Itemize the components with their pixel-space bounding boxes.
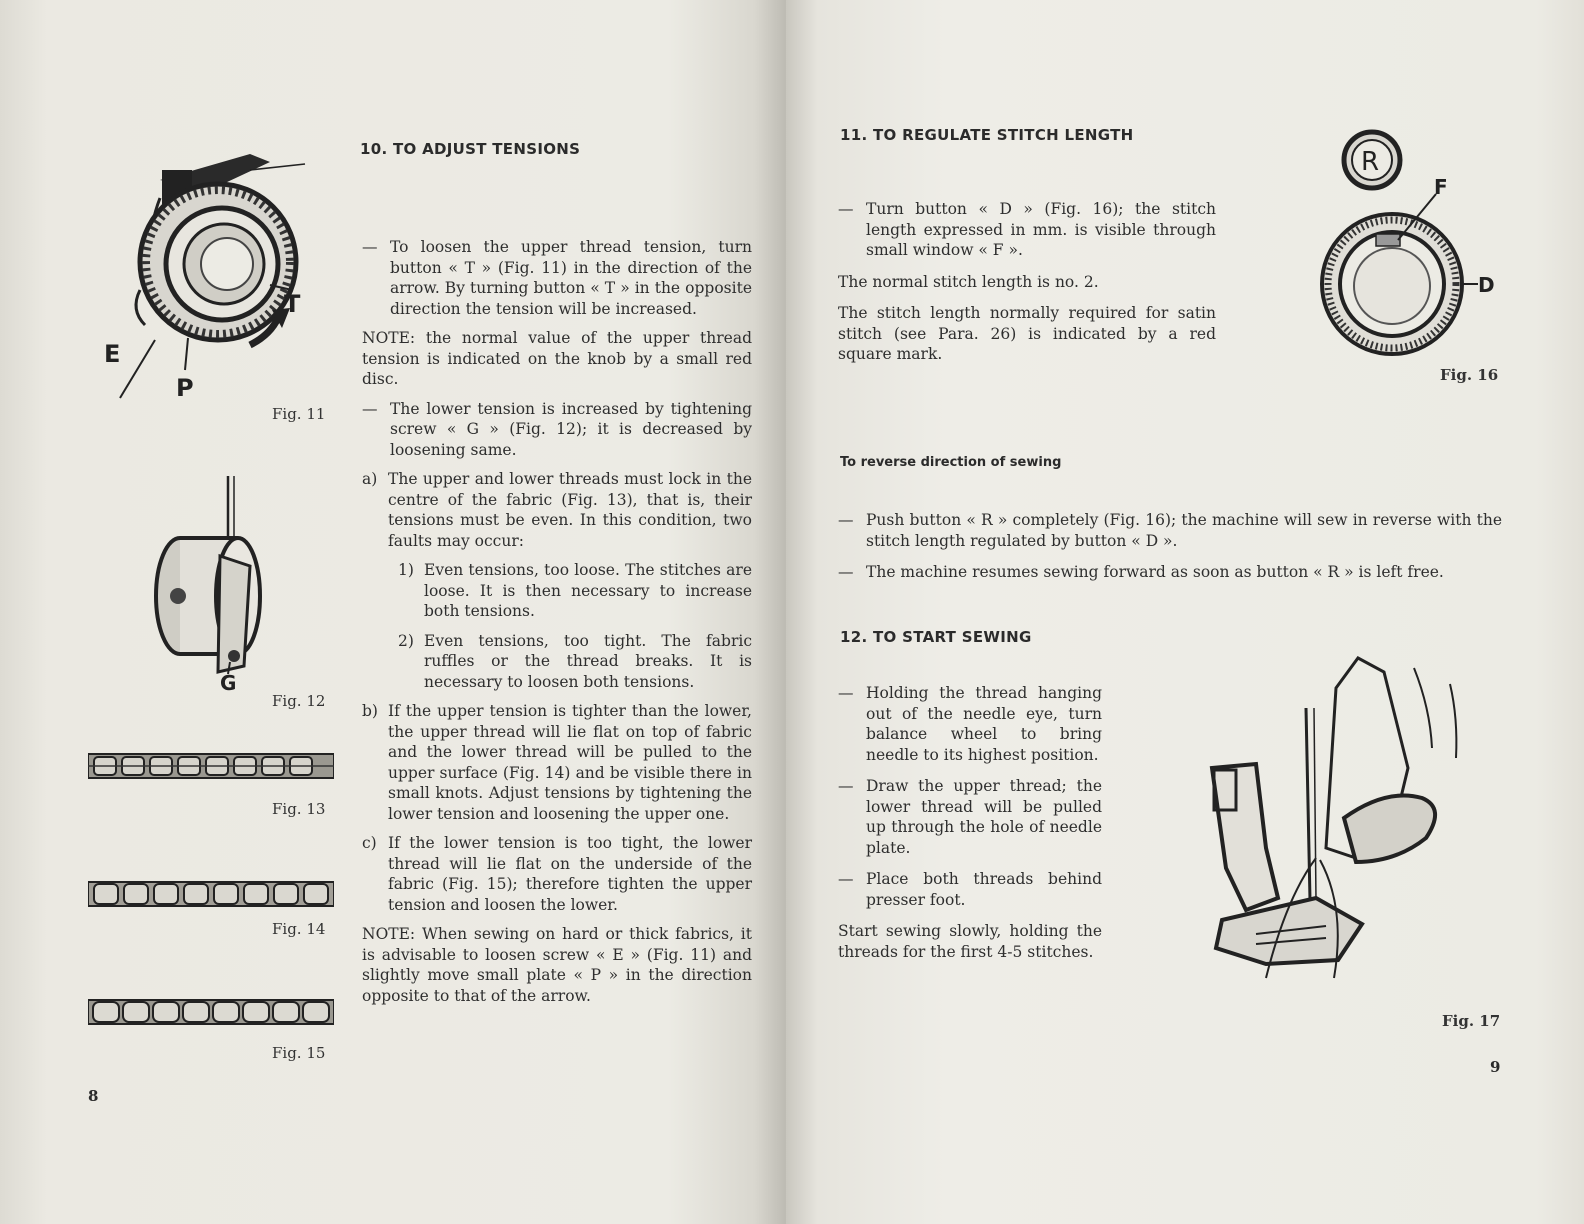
section10-body [362, 237, 752, 1006]
start-sewing-paragraph-2: — Draw the upper thread; the lower thread will be pulled up through the hole of needle plate. [838, 776, 1102, 858]
start-sewing-paragraph-3: — Place both threads behind presser foot. [838, 869, 1102, 910]
section11-body [838, 199, 1216, 365]
fig15-caption: Fig. 15 [272, 1044, 326, 1062]
reverse-subheading: To reverse direction of sewing [840, 455, 1062, 470]
right-page-number: 9 [1490, 1058, 1501, 1076]
section12-heading: 12. TO START SEWING [840, 628, 1032, 646]
fig11-label-p: P [176, 374, 194, 402]
fig16-label-f: F [1434, 175, 1448, 199]
fig16-stitch-dial-illustration [1318, 124, 1498, 364]
right-page [786, 0, 1584, 1224]
tension-sub-items [362, 560, 752, 692]
section12-body [838, 683, 1102, 962]
fig16-label-d: D [1478, 273, 1495, 297]
tension-note-end: NOTE: When sewing on hard or thick fabrics, it is advisable to loosen screw « E » (Fig. 11) and slightly move small plate « P » in the direction opposite to that of the arrow. [362, 925, 752, 1005]
fig12-caption: Fig. 12 [272, 692, 326, 710]
fig11-tension-knob-illustration [100, 140, 330, 410]
tension-sub-item-1: 1) Even tensions, too loose. The stitches are loose. It is then necessary to increase both tensions. [398, 561, 752, 620]
fig13-caption: Fig. 13 [272, 800, 326, 818]
section10-heading: 10. TO ADJUST TENSIONS [360, 140, 581, 158]
reverse-body [838, 510, 1502, 583]
fig12-label-g: G [220, 671, 237, 692]
fig17-presser-foot-illustration [1186, 648, 1526, 998]
stitch-length-paragraph-2: The normal stitch length is no. 2. [838, 272, 1099, 291]
fig16-label-r: R [1361, 147, 1380, 177]
tension-paragraph-1: — To loosen the upper thread tension, turn button « T » (Fig. 11) in the direction of the arrow. By turning button « T » in the opposite direction the tension will be increased. [362, 237, 752, 319]
fig11-caption: Fig. 11 [272, 405, 326, 423]
fig17-caption: Fig. 17 [1442, 1012, 1501, 1030]
section11-heading: 11. TO REGULATE STITCH LENGTH [840, 126, 1134, 144]
fig11-label-e: E [104, 340, 121, 368]
tension-item-a: a) The upper and lower threads must lock in the centre of the fabric (Fig. 13), that is, their tensions must be even. In this condition, two faults may occur: [362, 470, 752, 550]
tension-sub-item-2: 2) Even tensions, too tight. The fabric ruffles or the thread breaks. It is necessary to loosen both tensions. [398, 631, 752, 691]
stitch-length-paragraph-3: The stitch length normally required for satin stitch (see Para. 26) is indicated by a red square mark. [838, 304, 1216, 363]
left-page [0, 0, 786, 1224]
tension-item-b: b) If the upper tension is tighter than the lower, the upper thread will lie flat on top of fabric and the lower thread will be pulled to the upper surface (Fig. 14) and be visible there in small knots. Adjust tensions by tightening the lower tension and loosening the upper one. [362, 702, 752, 823]
fig16-caption: Fig. 16 [1440, 366, 1499, 384]
start-sewing-paragraph-4: Start sewing slowly, holding the threads for the first 4-5 stitches. [838, 922, 1102, 961]
tension-note: NOTE: the normal value of the upper thread tension is indicated on the knob by a small red disc. [362, 329, 752, 388]
tension-paragraph-3: — The lower tension is increased by tightening screw « G » (Fig. 12); it is decreased by loosening same. [362, 399, 752, 461]
fig13-stitch-illustration [88, 750, 334, 782]
reverse-paragraph-1: — Push button « R » completely (Fig. 16); the machine will sew in reverse with the stitch length regulated by button « D ». [838, 510, 1502, 551]
stitch-length-paragraph-1: — Turn button « D » (Fig. 16); the stitch length expressed in mm. is visible through small window « F ». [838, 199, 1216, 261]
left-page-number: 8 [88, 1087, 99, 1105]
fig14-caption: Fig. 14 [272, 920, 326, 938]
tension-item-c: c) If the lower tension is too tight, the lower thread will lie flat on the underside of the fabric (Fig. 15); therefore tighten the upper tension and loosen the lower. [362, 834, 752, 914]
reverse-paragraph-2: — The machine resumes sewing forward as soon as button « R » is left free. [838, 562, 1502, 583]
fig12-bobbin-case-illustration [140, 476, 280, 692]
fig14-stitch-illustration [88, 878, 334, 910]
fig11-label-t: T [284, 290, 301, 318]
fig15-stitch-illustration [88, 996, 334, 1028]
start-sewing-paragraph-1: — Holding the thread hanging out of the needle eye, turn balance wheel to bring needle to its highest position. [838, 683, 1102, 765]
